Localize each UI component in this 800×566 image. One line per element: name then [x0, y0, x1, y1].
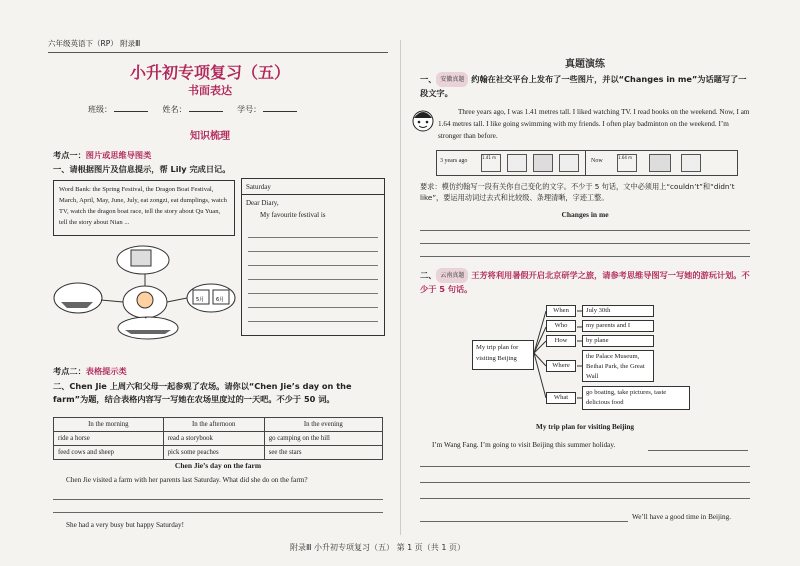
mindmap-center: My trip plan for visiting Beijing	[472, 340, 534, 370]
table-cell: go camping on the hill	[264, 432, 382, 446]
girl-face-icon	[137, 292, 153, 308]
practice-title: 真题演练	[565, 59, 605, 70]
write-line[interactable]	[648, 450, 748, 451]
festival-illustration	[53, 240, 238, 340]
boy-face-icon	[412, 108, 434, 134]
race-bubble	[118, 317, 178, 339]
write-line[interactable]	[53, 512, 383, 513]
header-label: 六年级英语下（RP） 附录Ⅲ	[48, 39, 141, 48]
point-one-text: 图片或思维导图类	[85, 150, 152, 160]
word-bank: Word Bank: the Spring Festival, the Dragon Boat Festival, March, April, May, June, July, eat zongzi, eat dumplings, watch TV, watch the dragon boat race, tell the story about Qu Yuan, tell the story about Nian ...	[53, 180, 235, 236]
page-subtitle: 书面表达	[188, 84, 232, 97]
diary-line-1: My favourite festival is	[260, 211, 326, 219]
diary-write-line[interactable]	[248, 321, 378, 322]
question-one: 一、请根据图片及信息提示，帮 Lily 完成日记。	[53, 164, 231, 174]
essay-one-title: Changes in me	[561, 210, 609, 219]
class-blank[interactable]	[114, 111, 148, 112]
practice-question-two	[420, 268, 750, 296]
table-cell: feed cows and sheep	[54, 446, 164, 460]
diary-write-line[interactable]	[248, 265, 378, 266]
connector-left	[101, 300, 123, 302]
mindmap-value-where: the Palace Museum, Beihai Park, the Great Wall	[582, 350, 654, 382]
diary-write-line[interactable]	[248, 293, 378, 294]
table-cell: see the stars	[264, 446, 382, 460]
height-value-1: 1.41 m	[482, 155, 497, 160]
mindmap-key-what: What	[546, 392, 576, 404]
id-blank[interactable]	[263, 111, 297, 112]
calendar-month: 5月	[196, 297, 205, 303]
timeline-ago-label: 3 years ago	[440, 158, 468, 164]
header-rule	[48, 52, 388, 53]
farm-table	[53, 417, 383, 460]
diary-write-line[interactable]	[248, 251, 378, 252]
question-text: 王芳将利用暑假开启北京研学之旅，请参考思维导图写一写她的游玩计划。不少于 5 句话。	[420, 270, 750, 294]
essay-two-end: We’ll have a good time in Beijing.	[632, 513, 732, 521]
mindmap-value-what: go boating, take pictures, taste delicious food	[582, 386, 690, 410]
name-blank[interactable]	[189, 111, 223, 112]
connector-right	[167, 298, 187, 302]
point-two-prefix: 考点二：	[53, 366, 86, 376]
diary-write-line[interactable]	[248, 307, 378, 308]
badminton-icon	[681, 154, 701, 172]
height-icon-1	[481, 154, 501, 172]
write-line[interactable]	[420, 498, 750, 499]
write-line[interactable]	[420, 482, 750, 483]
diary-box	[241, 178, 385, 336]
diary-rule	[242, 194, 384, 195]
point-one-prefix: 考点一：	[53, 150, 86, 160]
essay-start: Chen Jie visited a farm with her parents last Saturday. What did she do on the farm?	[66, 476, 308, 484]
exam-tag: 安徽真题	[436, 72, 468, 87]
section-title: 知识梳理	[190, 131, 230, 142]
tv-icon	[507, 154, 527, 172]
practice-question-one	[420, 72, 750, 100]
write-line[interactable]	[53, 499, 383, 500]
question-text: 约翰在社交平台上发布了一些图片，并以“Changes in me”为话题写了一段文字。	[420, 74, 747, 98]
class-label: 班级：	[88, 105, 112, 114]
essay-two-title: My trip plan for visiting Beijing	[536, 423, 634, 431]
essay-end: She had a very busy but happy Saturday!	[66, 521, 184, 529]
id-label: 学号：	[237, 105, 262, 114]
diary-greeting: Dear Diary,	[246, 199, 279, 207]
timeline-now-label: Now	[591, 158, 603, 164]
requirement-text: 要求：模仿约翰写一段有关你自己变化的文字。不少于 5 句话，文中必须用上“couldn’t”和“didn’t like”，要运用动词过去式和比较级、条理清晰，字迹工整。	[420, 182, 735, 202]
height-value-2: 1.64 m	[618, 155, 633, 160]
essay-title: Chen Jie’s day on the farm	[174, 461, 262, 470]
table-header: In the morning	[54, 418, 164, 432]
change-timeline	[436, 150, 738, 176]
calendar-day: 6月	[216, 297, 225, 303]
mindmap-key-how: How	[546, 335, 576, 347]
mindmap-key-where: Where	[546, 360, 576, 372]
write-line[interactable]	[420, 230, 750, 231]
write-line[interactable]	[420, 256, 750, 257]
john-passage: Three years ago, I was 1.41 metres tall. I liked watching TV. I read books on the weekend. Now, I am 1.64 metres tall. I like going swimming with my friends. I often play badminton on the weekend. I’m stronger than before.	[438, 108, 750, 140]
mindmap-value-who: my parents and I	[582, 320, 654, 332]
essay-two-start: I’m Wang Fang. I’m going to visit Beijing this summer holiday.	[432, 441, 616, 449]
point-two	[53, 366, 127, 377]
diary-day: Saturday	[246, 183, 271, 191]
table-header-row	[54, 418, 383, 432]
table-header: In the evening	[264, 418, 382, 432]
page-title: 小升初专项复习（五）	[129, 63, 290, 82]
question-two: 二、Chen Jie 上周六和父母一起参观了农场。请你以“Chen Jie’s day on the farm”为题，结合表格内容写一写她在农场里度过的一天吧。不少于 50 词。	[53, 381, 352, 404]
diary-write-line[interactable]	[248, 279, 378, 280]
question-number: 一、	[420, 74, 437, 84]
mindmap-key-who: Who	[546, 320, 576, 332]
page-footer: 附录Ⅲ 小升初专项复习（五） 第 1 页（共 1 页）	[290, 543, 465, 552]
table-row	[54, 446, 383, 460]
diary-write-line[interactable]	[248, 237, 378, 238]
write-line[interactable]	[420, 466, 750, 467]
write-line[interactable]	[420, 243, 750, 244]
student-info-fields	[88, 104, 309, 115]
swimming-icon	[649, 154, 671, 172]
table-cell: ride a horse	[54, 432, 164, 446]
point-two-text: 表格提示类	[85, 366, 127, 376]
tv-icon	[131, 250, 151, 266]
column-divider	[400, 40, 401, 535]
mindmap-value-how: by plane	[582, 335, 654, 347]
table-cell: read a storybook	[163, 432, 264, 446]
book-icon	[533, 154, 553, 172]
race-boat-icon	[125, 330, 171, 334]
write-line[interactable]	[420, 521, 628, 522]
exam-tag: 云南真题	[436, 268, 468, 283]
table-cell: pick some peaches	[163, 446, 264, 460]
table-header: In the afternoon	[163, 418, 264, 432]
mindmap-value-when: July 30th	[582, 305, 654, 317]
reading-icon	[559, 154, 579, 172]
timeline-divider	[585, 151, 586, 175]
mindmap-key-when: When	[546, 305, 576, 317]
point-one	[53, 150, 151, 161]
table-row	[54, 432, 383, 446]
question-number: 二、	[420, 270, 437, 280]
boat-bubble	[54, 283, 102, 313]
name-label: 姓名：	[162, 105, 187, 114]
height-icon-2	[617, 154, 637, 172]
